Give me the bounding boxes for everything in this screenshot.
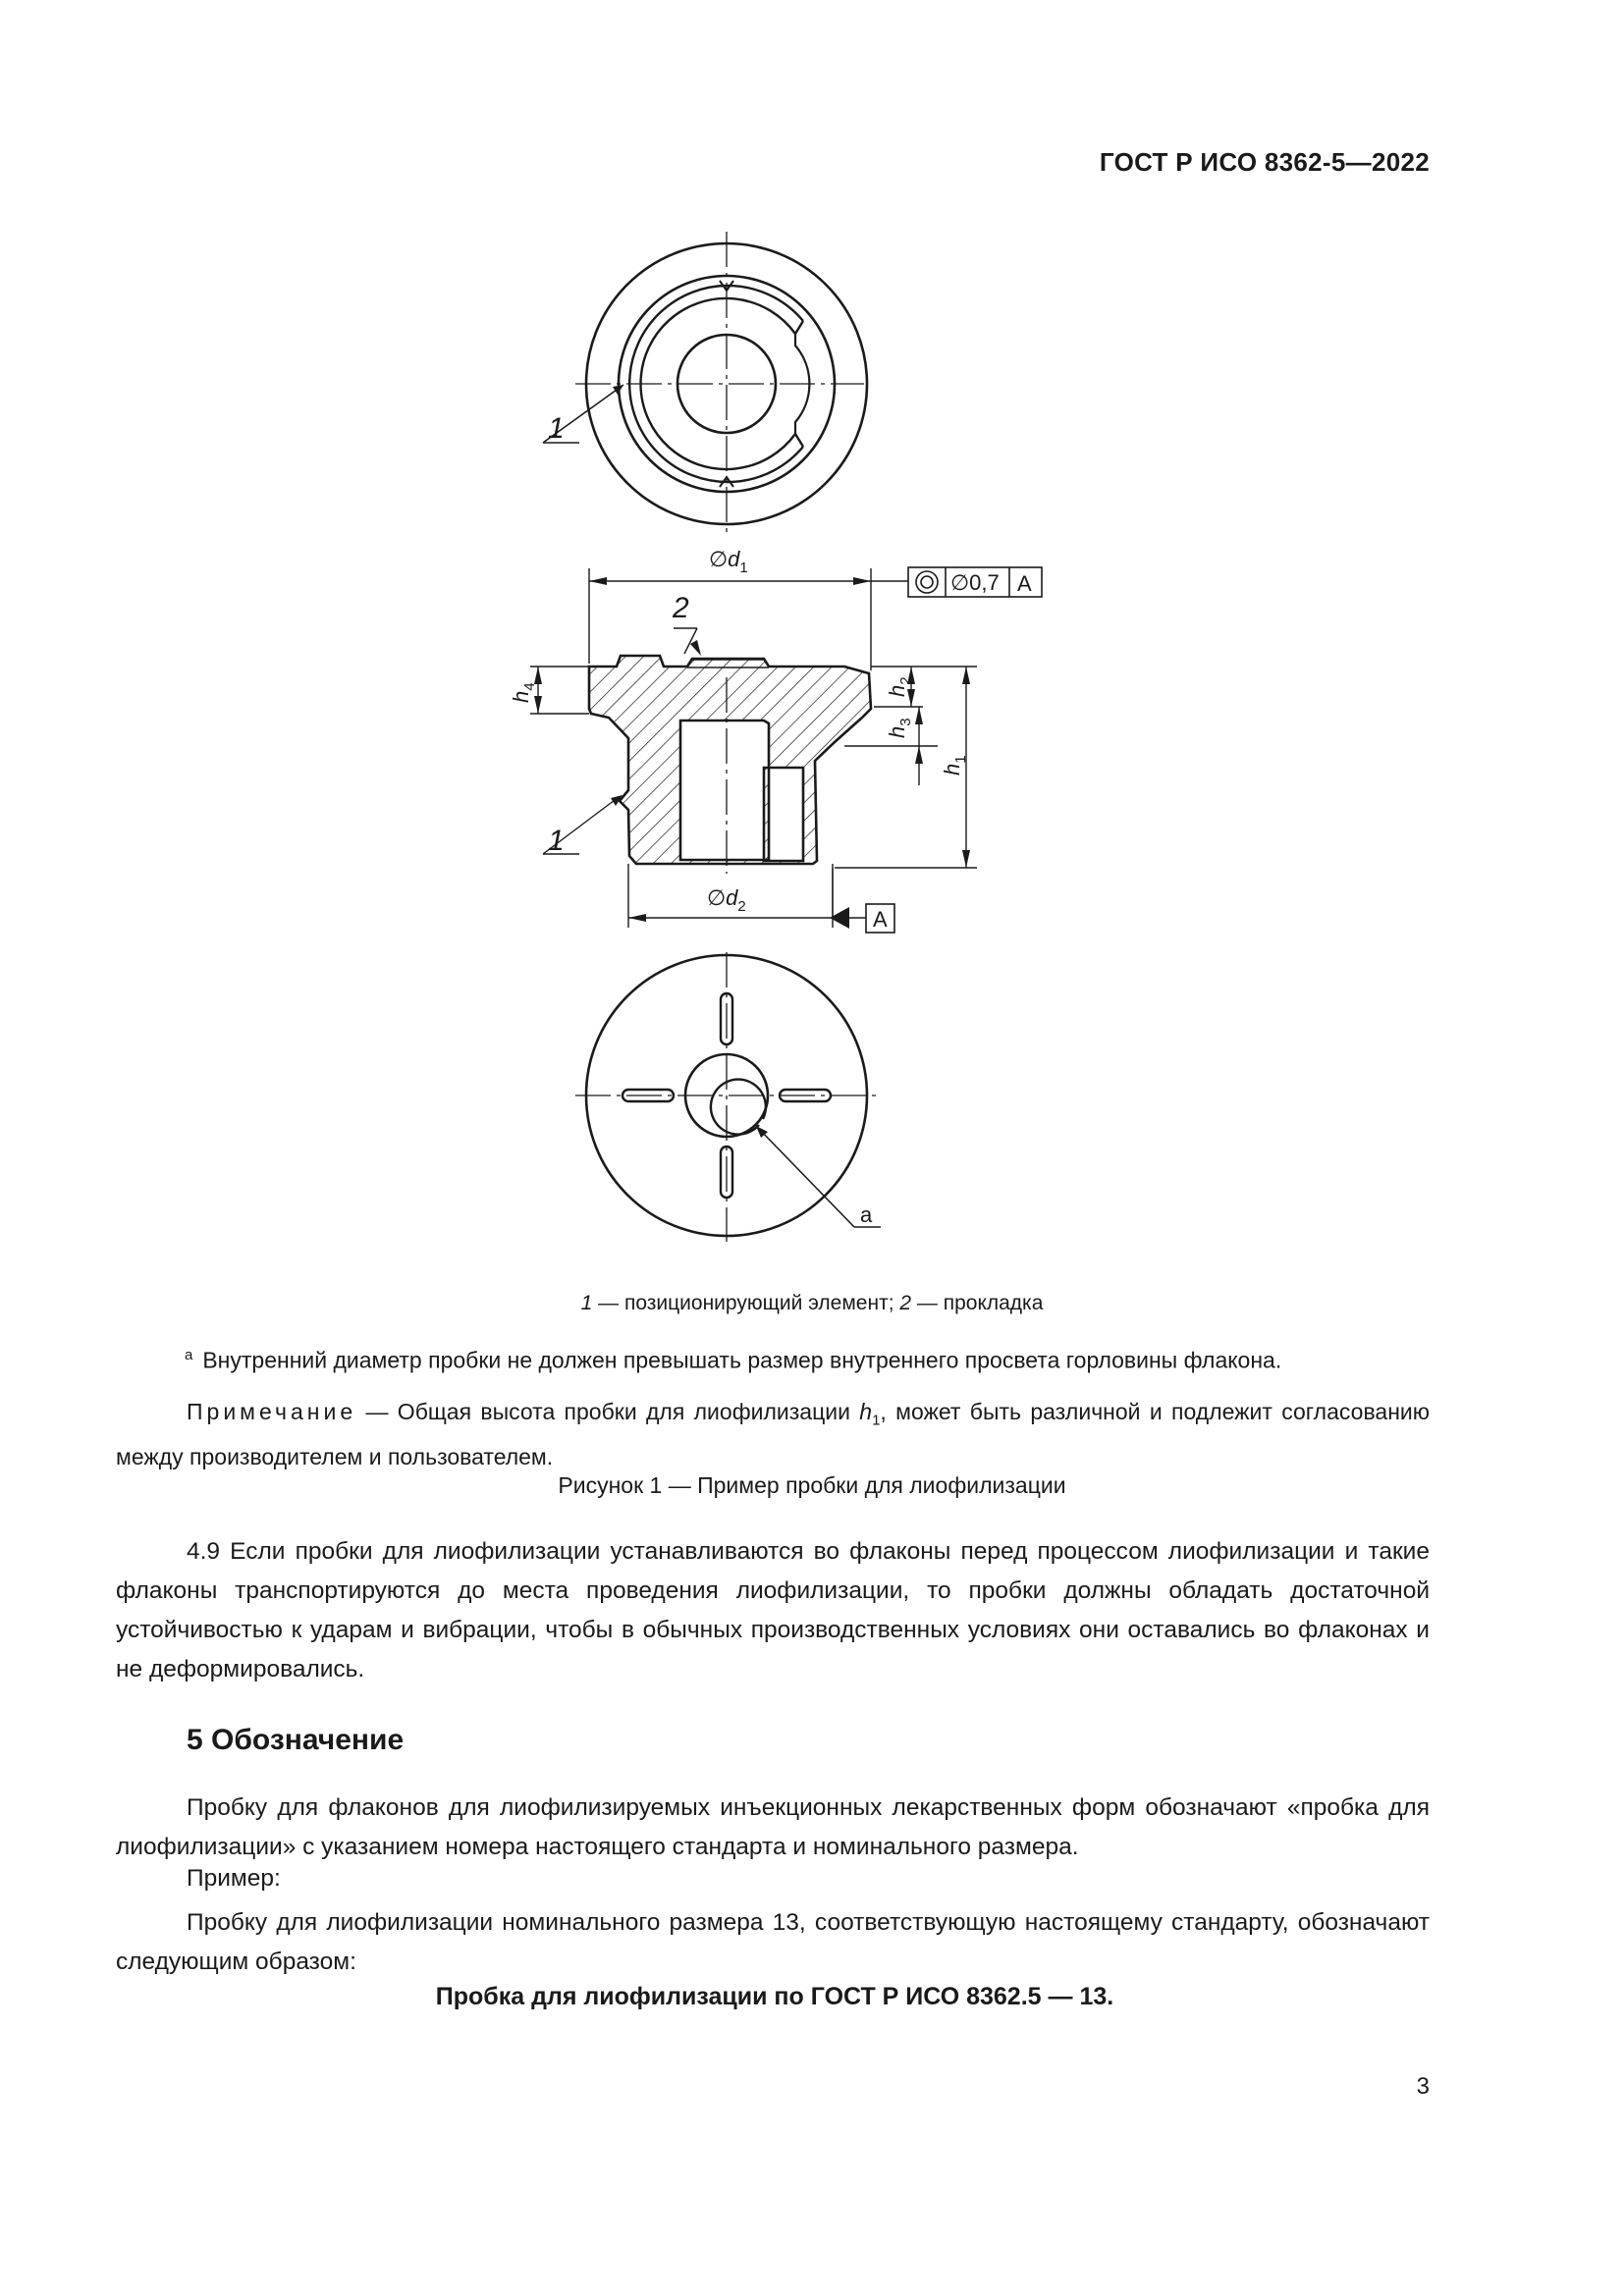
section-view	[589, 656, 871, 874]
dimension-lines	[530, 568, 977, 928]
dim-h3: $h_3$	[885, 718, 914, 738]
section-5-paragraph-2: Пробку для лиофилизации номинального размера 13, соответствующую настоящему стандарту, обозначают следующим образом:	[116, 1909, 1430, 1975]
document-header: ГОСТ Р ИСО 8362-5—2022	[1099, 147, 1430, 177]
designation-example: Пробка для лиофилизации по ГОСТ Р ИСО 8362.5 — 13.	[435, 1983, 1114, 2010]
example-label: Пример:	[187, 1865, 281, 1892]
section-5-heading: 5 Обозначение	[187, 1724, 405, 1756]
callout-1-top: 1	[548, 412, 565, 445]
paragraph-4-9: 4.9 Если пробки для лиофилизации устанавливаются во флаконы перед процессом лиофилизации и такие флаконы транспортируются до места проведения лиофилизации, то пробки должны обладать достаточной устойчивостью к ударам и вибрации, чтобы в обычных производственных условиях они оставались во флаконах и не деформировались.	[116, 1538, 1430, 1682]
bottom-view	[575, 952, 881, 1242]
tolerance-value: ∅0,7	[950, 570, 1000, 595]
dim-h2: $h_2$	[885, 676, 914, 697]
dim-d2: $\emptyset d_2$	[707, 885, 746, 915]
top-view	[543, 232, 867, 536]
footnote-mark: a	[185, 1347, 193, 1363]
footnote-text: Внутренний диаметр пробки не должен превышать размер внутреннего просвета горловины флакона.	[202, 1347, 1282, 1373]
dim-d1: $\emptyset d_1$	[709, 547, 748, 576]
footnote-a	[185, 1347, 1281, 1374]
page-number: 3	[1416, 2073, 1430, 2100]
callout-1-section: 1	[548, 825, 565, 857]
dim-h4: $h_4$	[509, 682, 538, 703]
figure-caption: Рисунок 1 — Пример пробки для лиофилизации	[558, 1472, 1066, 1498]
note-a-marker: a	[860, 1202, 873, 1227]
figure-legend: 1 — позиционирующий элемент; 2 — прокладка	[580, 1292, 1044, 1314]
section-5-paragraph-1: Пробку для флаконов для лиофилизируемых инъекционных лекарственных форм обозначают «пробка для лиофилизации» с указанием номера настоящего стандарта и номинального размера.	[116, 1794, 1430, 1860]
figure-note: Примечание — Общая высота пробки для лиофилизации $h_1$, может быть различной и подлежит согласованию между производителем и пользователем.	[116, 1399, 1430, 1469]
datum-a-label: A	[873, 907, 888, 932]
dim-h1: $h_1$	[940, 755, 969, 775]
callout-2: 2	[673, 592, 689, 624]
tolerance-datum: A	[1017, 571, 1032, 596]
